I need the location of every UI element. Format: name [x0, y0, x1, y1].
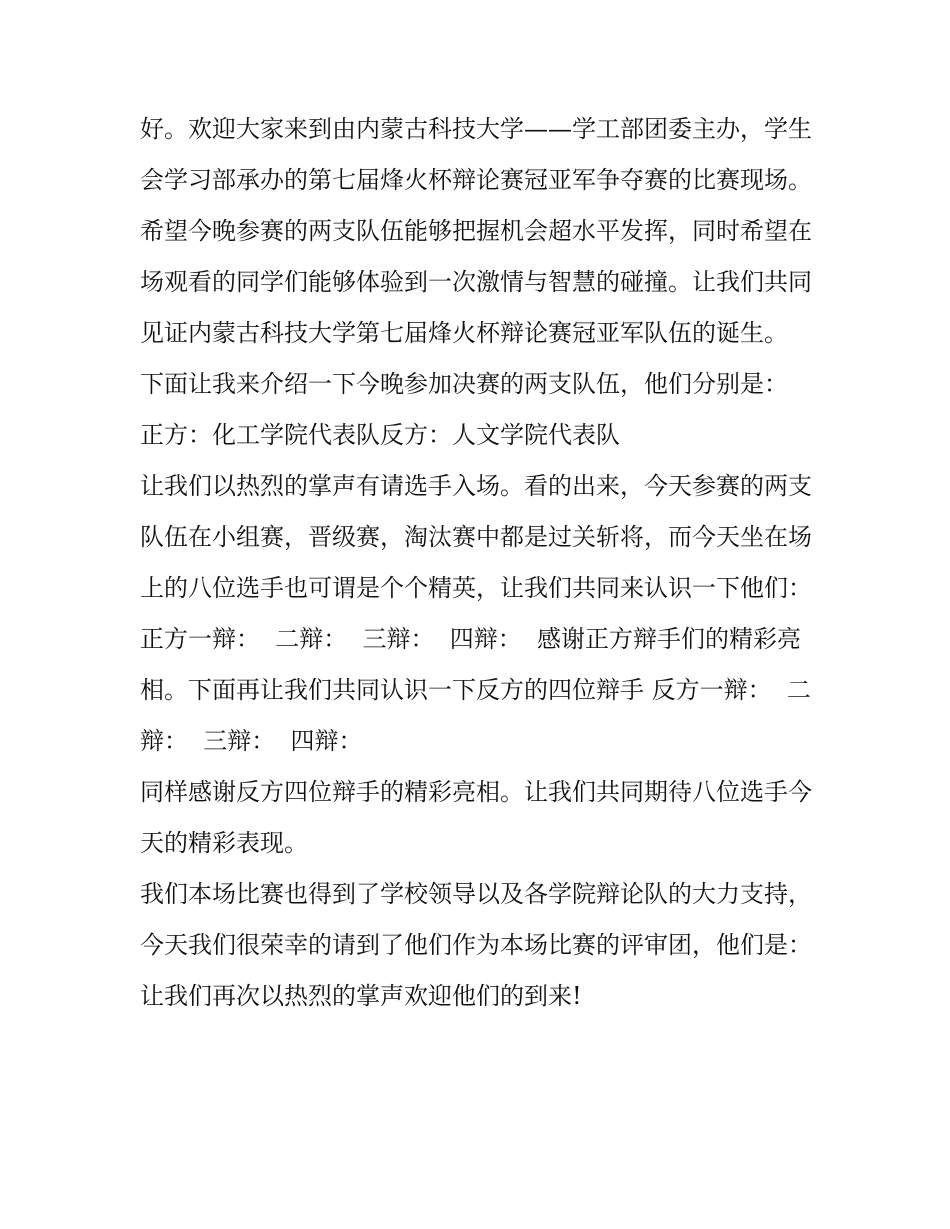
document-body	[140, 104, 830, 1022]
paragraph-debaters: 正方一辩： 二辩： 三辩： 四辩： 感谢正方辩手们的精彩亮相。下面再让我们共同认识一下反方的四位辩手 反方一辩： 二辩： 三辩： 四辩：	[140, 625, 811, 755]
paragraph-thanks: 同样感谢反方四位辩手的精彩亮相。让我们共同期待八位选手今天的精彩表现。	[140, 778, 812, 857]
paragraph-team-intro: 下面让我来介绍一下今晚参加决赛的两支队伍，他们分别是：	[140, 370, 788, 398]
paragraph-judges: 我们本场比赛也得到了学校领导以及各学院辩论队的大力支持，今天我们很荣幸的请到了他们作为本场比赛的评审团，他们是： 让我们再次以热烈的掌声欢迎他们的到来!	[140, 880, 828, 1010]
paragraph-opening: 好。欢迎大家来到由内蒙古科技大学——学工部团委主办，学生会学习部承办的第七届烽火杯辩论赛冠亚军争夺赛的比赛现场。希望今晚参赛的两支队伍能够把握机会超水平发挥，同时希望在场观看的同学们能够体验到一次激情与智慧的碰撞。让我们共同见证内蒙古科技大学第七届烽火杯辩论赛冠亚军队伍的诞生。	[140, 115, 812, 347]
paragraph-entrance: 让我们以热烈的掌声有请选手入场。看的出来，今天参赛的两支队伍在小组赛，晋级赛，淘汰赛中都是过关斩将，而今天坐在场上的八位选手也可谓是个个精英，让我们共同来认识一下他们：	[140, 472, 812, 602]
paragraph-teams: 正方：化工学院代表队反方：人文学院代表队	[140, 421, 620, 449]
